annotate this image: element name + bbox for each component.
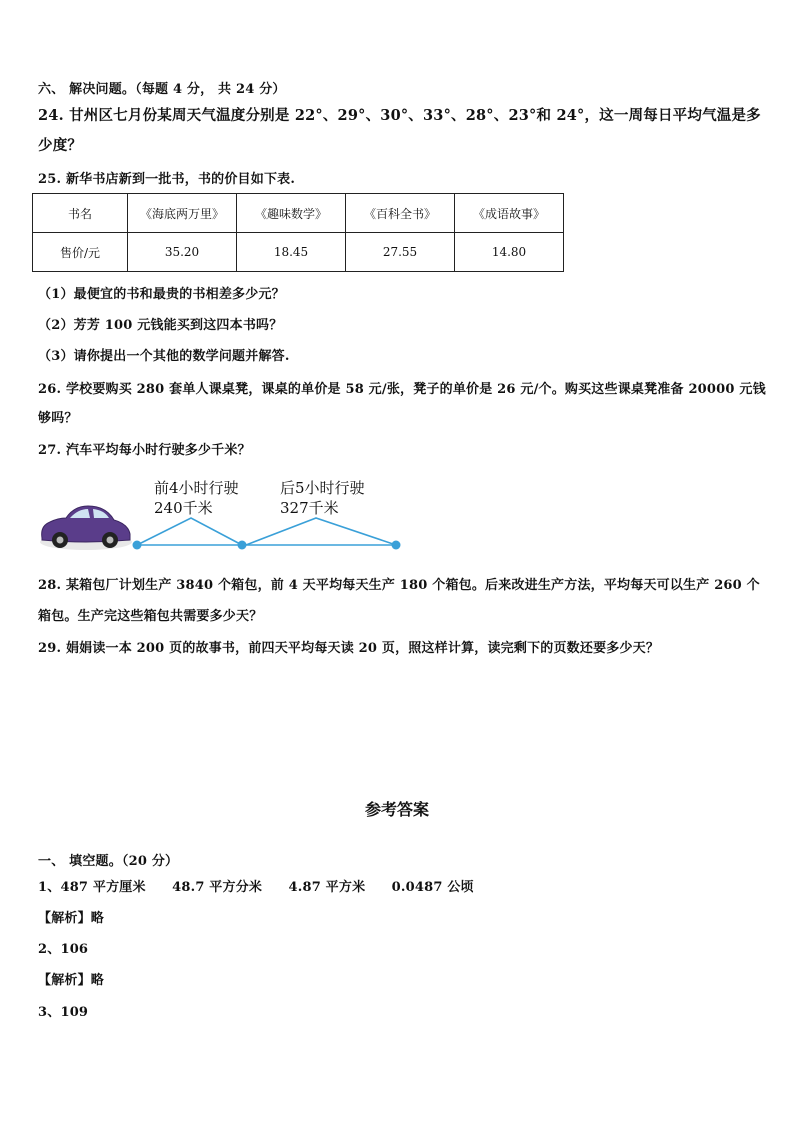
segment1-label-bottom: 240千米	[154, 499, 213, 517]
end-point	[392, 541, 401, 550]
table-row	[33, 233, 564, 272]
price-table	[32, 193, 564, 272]
question-25-intro: 25. 新华书店新到一批书，书的价目如下表.	[38, 172, 296, 187]
table-cell: 14.80	[455, 233, 564, 272]
segment2-label-bottom: 327千米	[280, 499, 339, 517]
table-cell: 《百科全书》	[346, 194, 455, 233]
answer-2: 2、106	[38, 942, 89, 957]
question-24-line2: 少度？	[38, 137, 83, 154]
table-cell: 27.55	[346, 233, 455, 272]
table-cell: 售价/元	[33, 233, 128, 272]
question-24-line1: 24. 甘州区七月份某周天气温度分别是 22°、29°、30°、33°、28°、23°和 24°，这一周每日平均气温是多	[38, 107, 761, 124]
question-27: 27. 汽车平均每小时行驶多少千米？	[38, 443, 251, 458]
question-28-line1: 28. 某箱包厂计划生产 3840 个箱包，前 4 天平均每天生产 180 个箱包。后来改进生产方法，平均每天可以生产 260 个	[38, 578, 760, 593]
answer-1: 1、487 平方厘米 48.7 平方分米 4.87 平方米 0.0487 公顷	[38, 880, 474, 895]
question-26-line2: 够吗？	[38, 411, 78, 426]
question-25-sub2: （2）芳芳 100 元钱能买到这四本书吗？	[38, 318, 283, 333]
table-cell: 35.20	[128, 233, 237, 272]
question-25-sub1: （1）最便宜的书和最贵的书相差多少元？	[38, 287, 285, 302]
question-28-line2: 箱包。生产完这些箱包共需要多少天？	[38, 609, 263, 624]
answer-3: 3、109	[38, 1005, 89, 1020]
table-cell: 18.45	[237, 233, 346, 272]
table-cell: 《趣味数学》	[237, 194, 346, 233]
answer-1-explanation: 【解析】略	[38, 911, 105, 926]
car-distance-diagram	[36, 470, 416, 565]
segment2-label-top: 后5小时行驶	[280, 479, 365, 497]
table-cell: 《海底两万里》	[128, 194, 237, 233]
question-25-sub3: （3）请你提出一个其他的数学问题并解答.	[38, 349, 290, 364]
section-heading-6: 六、 解决问题。（每题 4 分， 共 24 分）	[38, 82, 286, 97]
segment1-label-top: 前4小时行驶	[154, 479, 239, 497]
answer-title: 参考答案	[364, 800, 429, 819]
middle-point	[238, 541, 247, 550]
table-cell: 《成语故事》	[455, 194, 564, 233]
distance-lines	[137, 518, 396, 545]
car-icon	[40, 506, 132, 550]
answer-section-1: 一、 填空题。（20 分）	[38, 854, 179, 869]
table-row	[33, 194, 564, 233]
question-29: 29. 娟娟读一本 200 页的故事书，前四天平均每天读 20 页，照这样计算，读完剩下的页数还要多少天？	[38, 641, 660, 656]
answer-2-explanation: 【解析】略	[38, 973, 105, 988]
start-point	[133, 541, 142, 550]
table-cell: 书名	[33, 194, 128, 233]
question-26-line1: 26. 学校要购买 280 套单人课桌凳，课桌的单价是 58 元/张，凳子的单价是 26 元/个。购买这些课桌凳准备 20000 元钱	[38, 382, 766, 397]
